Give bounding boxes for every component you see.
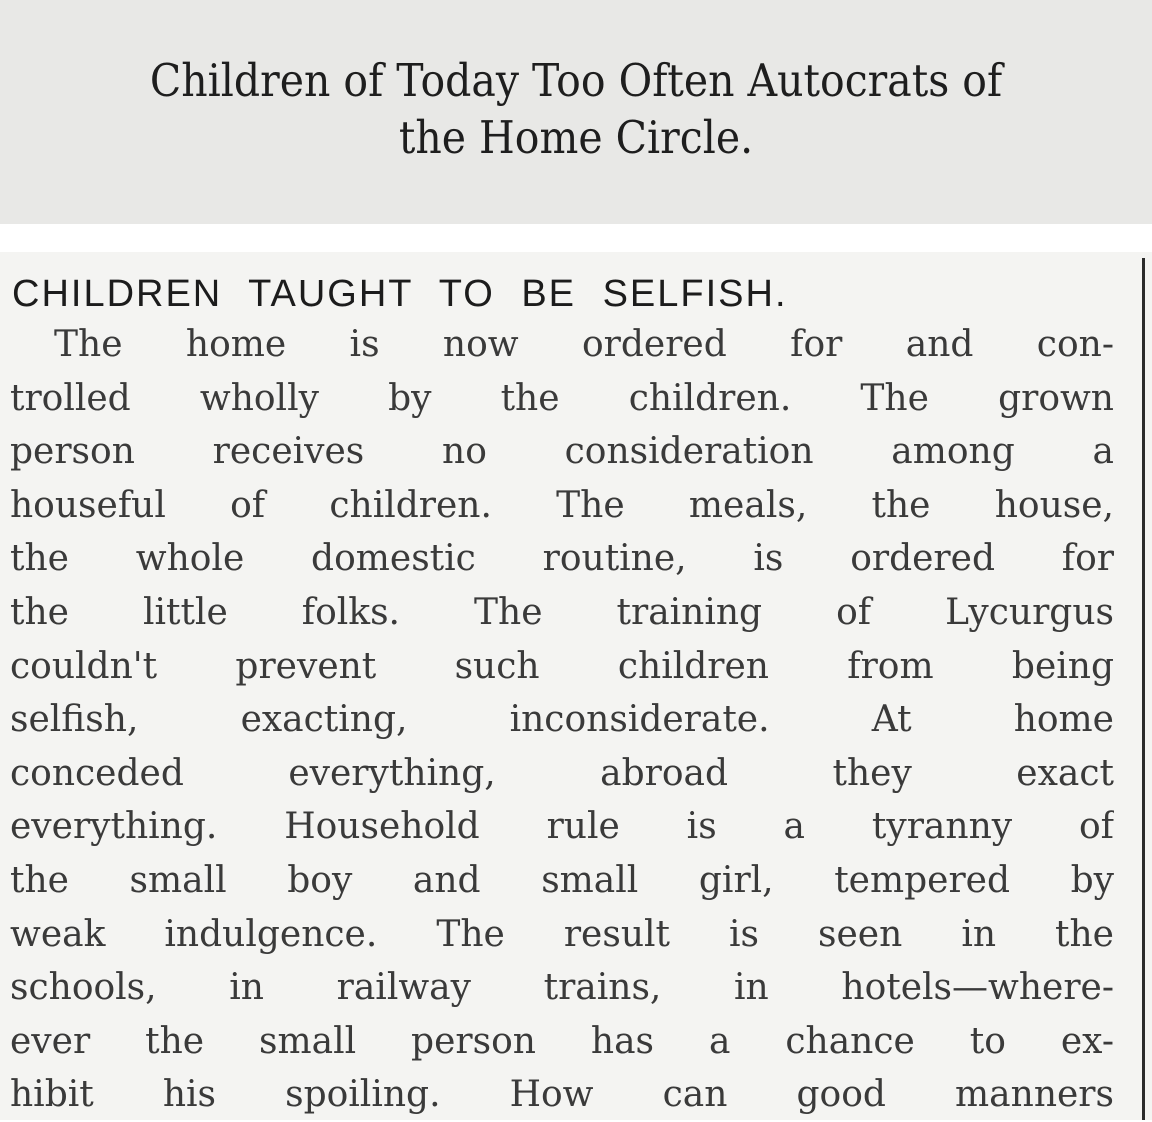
article-line: couldn't prevent such children from being — [10, 645, 1114, 687]
article-line: the whole domestic routine, is ordered for — [10, 538, 1114, 580]
article-line: person receives no consideration among a — [10, 431, 1114, 473]
article-body — [10, 318, 1114, 1122]
article-line: schools, in railway trains, in hotels—where- — [10, 967, 1114, 1009]
article-line: selfish, exacting, inconsiderate. At home — [10, 699, 1114, 741]
article-line: hibit his spoiling. How can good manners — [10, 1074, 1114, 1116]
headline-line-1: Children of Today Too Often Autocrats of — [149, 54, 1003, 107]
article-line: houseful of children. The meals, the house, — [10, 484, 1114, 526]
headline-panel — [0, 0, 1152, 224]
headline-line-2: the Home Circle. — [398, 111, 754, 165]
article-line: the small boy and small girl, tempered by — [10, 859, 1114, 901]
article-line: everything. Household rule is a tyranny of — [10, 806, 1114, 848]
headline — [0, 52, 1152, 167]
article-line: the little folks. The training of Lycurgus — [10, 591, 1114, 633]
article-line: weak indulgence. The result is seen in the — [10, 913, 1114, 955]
article-line: ever the small person has a chance to ex- — [10, 1020, 1114, 1062]
column-rule — [1142, 258, 1145, 1120]
article-line: The home is now ordered for and con- — [54, 324, 1114, 365]
article-line: trolled wholly by the children. The grown — [10, 377, 1114, 419]
article-line: conceded everything, abroad they exact — [10, 752, 1114, 794]
clipping-separator — [0, 224, 1152, 252]
article-subhead: CHILDREN TAUGHT TO BE SELFISH. — [12, 273, 788, 315]
